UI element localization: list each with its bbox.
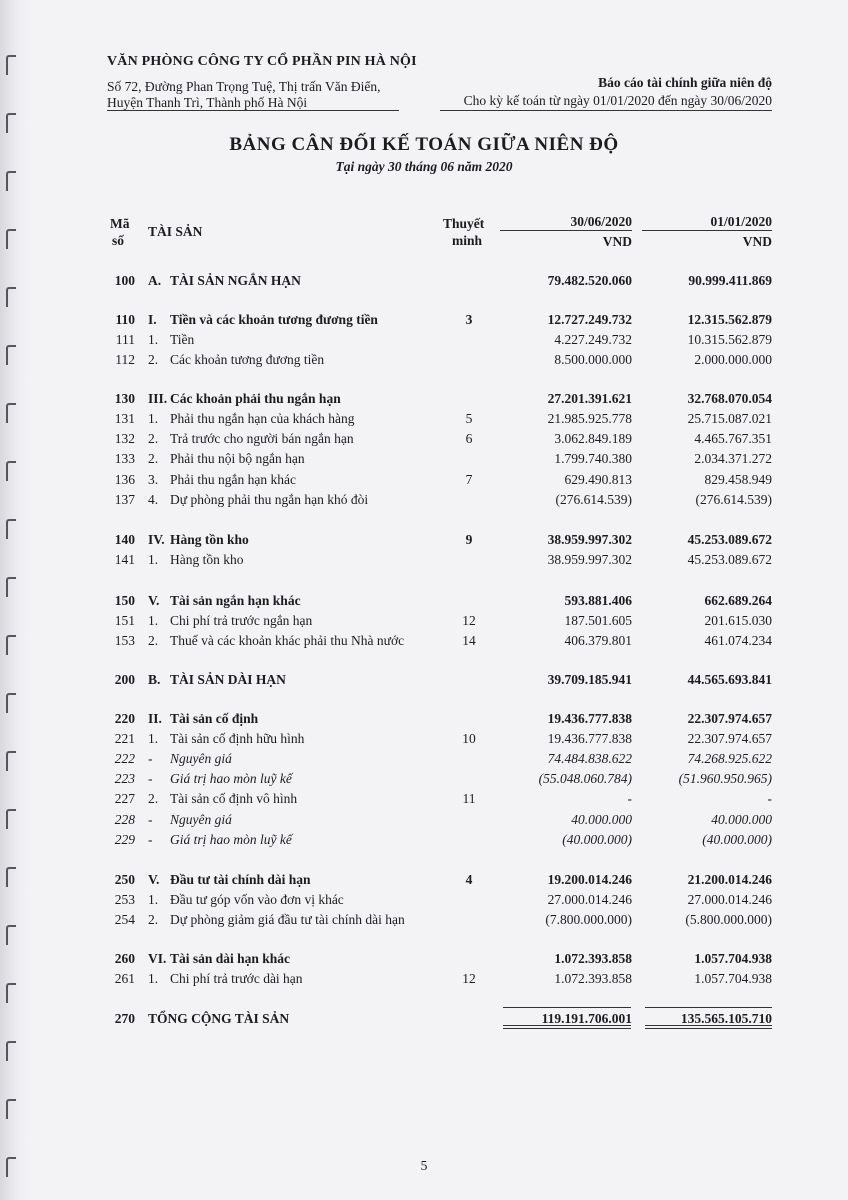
row-code: 150: [114, 593, 135, 608]
row-label: Thuế và các khoản khác phải thu Nhà nước: [170, 633, 405, 648]
header-currency-2: VND: [742, 234, 772, 249]
row-value-2020-01-01: 22.307.974.657: [687, 731, 772, 746]
row-index: V.: [148, 872, 160, 887]
row-value-2020-06-30: (40.000.000): [562, 832, 632, 847]
binding-hole: [6, 1041, 16, 1061]
row-code: 110: [115, 312, 135, 327]
row-label: Tiền: [170, 332, 195, 347]
row-code: 260: [114, 951, 135, 966]
row-value-2020-01-01: 45.253.089.672: [687, 552, 772, 567]
address-underline: [107, 110, 399, 111]
row-value-2020-01-01: 32.768.070.054: [687, 391, 772, 406]
row-value-2020-06-30: 19.200.014.246: [547, 872, 632, 887]
table-row: [0, 731, 848, 749]
table-row: [0, 971, 848, 989]
row-code: 130: [114, 391, 135, 406]
table-row: [0, 892, 848, 910]
table-row: [0, 751, 848, 769]
total-line-2c: [645, 1028, 772, 1029]
row-value-2020-06-30: (276.614.539): [555, 492, 632, 507]
row-index: 2.: [148, 431, 159, 446]
row-index: 1.: [148, 411, 159, 426]
row-code: 229: [114, 832, 135, 847]
row-value-2020-01-01: 2.034.371.272: [694, 451, 772, 466]
table-row: [0, 451, 848, 469]
row-label: Giá trị hao mòn luỹ kế: [170, 832, 292, 847]
row-index: II.: [148, 711, 162, 726]
table-row: [0, 791, 848, 809]
table-row: [0, 951, 848, 969]
report-period: Cho kỳ kế toán từ ngày 01/01/2020 đến ngày 30/06/2020: [463, 93, 772, 108]
row-code: 140: [114, 532, 135, 547]
row-code: 254: [114, 912, 135, 927]
row-label: Tiền và các khoản tương đương tiền: [170, 312, 378, 327]
row-value-2020-01-01: 25.715.087.021: [687, 411, 772, 426]
row-value-2020-01-01: 662.689.264: [704, 593, 772, 608]
header-date-1: 30/06/2020: [570, 214, 632, 229]
total-line-1b: [503, 1025, 631, 1026]
row-code: 223: [114, 771, 135, 786]
binding-hole: [6, 113, 16, 133]
row-label: Phải thu ngắn hạn khác: [170, 472, 296, 487]
table-row: [0, 812, 848, 830]
table-row: [0, 532, 848, 550]
row-code: 270: [114, 1011, 135, 1026]
row-label: Đầu tư tài chính dài hạn: [170, 872, 311, 887]
row-index: 2.: [148, 352, 159, 367]
row-index: 1.: [148, 892, 159, 907]
row-value-2020-01-01: 45.253.089.672: [687, 532, 772, 547]
row-value-2020-01-01: (5.800.000.000): [685, 912, 772, 927]
row-label: Tài sản dài hạn khác: [170, 951, 291, 966]
row-code: 250: [114, 872, 135, 887]
row-code: 153: [114, 633, 135, 648]
row-value-2020-01-01: 44.565.693.841: [687, 672, 772, 687]
row-index: -: [148, 812, 153, 827]
row-value-2020-06-30: 8.500.000.000: [554, 352, 632, 367]
row-code: 261: [114, 971, 135, 986]
row-value-2020-06-30: 79.482.520.060: [547, 273, 632, 288]
header-assets: TÀI SẢN: [148, 224, 203, 239]
table-row: [0, 312, 848, 330]
row-index: I.: [148, 312, 157, 327]
row-index: VI.: [148, 951, 167, 966]
table-row: [0, 672, 848, 690]
row-value-2020-06-30: 3.062.849.189: [554, 431, 632, 446]
row-label: TÀI SẢN NGẮN HẠN: [170, 273, 301, 288]
row-value-2020-06-30: 27.201.391.621: [547, 391, 632, 406]
table-row: [0, 472, 848, 490]
row-code: 141: [114, 552, 135, 567]
row-index: III.: [148, 391, 168, 406]
row-index: -: [148, 832, 153, 847]
row-note: 11: [462, 791, 476, 806]
row-value-2020-06-30: 406.379.801: [564, 633, 632, 648]
row-value-2020-06-30: 12.727.249.732: [547, 312, 632, 327]
row-value-2020-06-30: -: [627, 791, 632, 806]
page-number: 5: [420, 1158, 428, 1173]
row-label: Giá trị hao mòn luỹ kế: [170, 771, 292, 786]
row-note: 6: [465, 431, 473, 446]
total-line-2a: [645, 1007, 772, 1008]
total-line-2b: [645, 1025, 772, 1026]
row-value-2020-01-01: 12.315.562.879: [687, 312, 772, 327]
row-code: 133: [114, 451, 135, 466]
row-value-2020-01-01: 4.465.767.351: [694, 431, 772, 446]
header-note-line2: minh: [452, 233, 483, 248]
address-line-2: Huyện Thanh Trì, Thành phố Hà Nội: [107, 95, 308, 110]
row-note: 14: [462, 633, 476, 648]
row-index: 1.: [148, 731, 159, 746]
row-label: Tài sản ngắn hạn khác: [170, 593, 301, 608]
binding-hole: [6, 229, 16, 249]
row-label: Chi phí trả trước ngắn hạn: [170, 613, 313, 628]
row-index: -: [148, 771, 153, 786]
row-value-2020-06-30: 38.959.997.302: [547, 532, 632, 547]
row-index: IV.: [148, 532, 165, 547]
row-label: Hàng tồn kho: [170, 552, 244, 567]
row-code: 111: [115, 332, 135, 347]
row-value-2020-06-30: (7.800.000.000): [545, 912, 632, 927]
table-row: [0, 352, 848, 370]
table-row: [0, 771, 848, 789]
row-value-2020-01-01: 461.074.234: [704, 633, 772, 648]
row-note: 3: [465, 312, 473, 327]
row-note: 5: [465, 411, 473, 426]
row-value-2020-01-01: 10.315.562.879: [687, 332, 772, 347]
row-value-2020-01-01: 1.057.704.938: [694, 951, 772, 966]
row-value-2020-01-01: 135.565.105.710: [680, 1011, 772, 1026]
row-label: Dự phòng phải thu ngắn hạn khó đòi: [170, 492, 369, 507]
header-code-line1: Mã: [110, 216, 130, 231]
row-label: Trả trước cho người bán ngắn hạn: [170, 431, 354, 446]
row-value-2020-01-01: -: [767, 791, 772, 806]
row-value-2020-06-30: 1.072.393.858: [554, 971, 632, 986]
company-name: VĂN PHÒNG CÔNG TY CỔ PHẦN PIN HÀ NỘI: [107, 54, 417, 69]
table-row: [0, 431, 848, 449]
row-label: Đầu tư góp vốn vào đơn vị khác: [170, 892, 344, 907]
row-value-2020-06-30: 4.227.249.732: [554, 332, 632, 347]
row-label: Hàng tồn kho: [170, 532, 249, 547]
table-row: [0, 912, 848, 930]
table-row: [0, 613, 848, 631]
total-line-1a: [503, 1007, 631, 1008]
row-value-2020-01-01: (276.614.539): [695, 492, 772, 507]
row-value-2020-06-30: 19.436.777.838: [547, 731, 632, 746]
header-date-2: 01/01/2020: [710, 214, 772, 229]
row-index: A.: [148, 273, 162, 288]
row-label: Nguyên giá: [170, 812, 232, 827]
table-row: [0, 1011, 848, 1029]
row-value-2020-01-01: 40.000.000: [711, 812, 772, 827]
header-note-line1: Thuyết: [443, 216, 485, 231]
row-value-2020-06-30: 119.191.706.001: [541, 1011, 632, 1026]
row-value-2020-06-30: 39.709.185.941: [547, 672, 632, 687]
row-value-2020-06-30: 21.985.925.778: [547, 411, 632, 426]
row-value-2020-06-30: 27.000.014.246: [547, 892, 632, 907]
address-line-1: Số 72, Đường Phan Trọng Tuệ, Thị trấn Văn Điển,: [107, 79, 381, 94]
row-index: B.: [148, 672, 161, 687]
row-code: 151: [114, 613, 135, 628]
binding-hole: [6, 55, 16, 75]
table-row: [0, 711, 848, 729]
row-value-2020-01-01: 829.458.949: [704, 472, 772, 487]
row-code: 222: [114, 751, 135, 766]
row-label: Chi phí trả trước dài hạn: [170, 971, 303, 986]
binding-hole: [6, 1099, 16, 1119]
row-index: 1.: [148, 971, 159, 986]
row-index: 4.: [148, 492, 159, 507]
row-index: -: [148, 751, 153, 766]
table-row: [0, 492, 848, 510]
row-value-2020-01-01: 21.200.014.246: [687, 872, 772, 887]
header-date-1-line: [500, 230, 632, 231]
row-note: 12: [462, 971, 476, 986]
row-index: 2.: [148, 912, 159, 927]
row-note: 4: [465, 872, 473, 887]
row-value-2020-01-01: (51.960.950.965): [678, 771, 772, 786]
row-value-2020-01-01: 22.307.974.657: [687, 711, 772, 726]
table-row: [0, 633, 848, 651]
header-currency-1: VND: [602, 234, 632, 249]
row-index: 2.: [148, 791, 159, 806]
row-note: 7: [465, 472, 473, 487]
row-value-2020-06-30: 187.501.605: [564, 613, 632, 628]
table-row: [0, 391, 848, 409]
binding-hole: [6, 693, 16, 713]
total-line-1c: [503, 1028, 631, 1029]
row-index: 3.: [148, 472, 159, 487]
row-value-2020-06-30: 74.484.838.622: [547, 751, 632, 766]
row-value-2020-06-30: 629.490.813: [564, 472, 632, 487]
row-index: 2.: [148, 633, 159, 648]
row-value-2020-06-30: 1.799.740.380: [554, 451, 632, 466]
row-value-2020-01-01: 27.000.014.246: [687, 892, 772, 907]
row-label: Các khoản tương đương tiền: [170, 352, 325, 367]
row-value-2020-01-01: 90.999.411.869: [688, 273, 772, 288]
row-value-2020-01-01: 2.000.000.000: [694, 352, 772, 367]
table-row: [0, 552, 848, 570]
table-row: [0, 411, 848, 429]
row-code: 227: [114, 791, 135, 806]
row-index: 2.: [148, 451, 159, 466]
period-underline: [440, 110, 772, 111]
row-label: Tài sản cố định: [170, 711, 259, 726]
page-title: BẢNG CÂN ĐỐI KẾ TOÁN GIỮA NIÊN ĐỘ: [229, 134, 619, 155]
table-row: [0, 593, 848, 611]
table-row: [0, 872, 848, 890]
row-value-2020-01-01: 74.268.925.622: [687, 751, 772, 766]
report-type: Báo cáo tài chính giữa niên độ: [598, 75, 772, 90]
row-label: Phải thu ngắn hạn của khách hàng: [170, 411, 355, 426]
row-code: 221: [114, 731, 135, 746]
page-subtitle: Tại ngày 30 tháng 06 năm 2020: [335, 159, 513, 174]
row-code: 136: [114, 472, 135, 487]
row-index: V.: [148, 593, 160, 608]
row-index: 1.: [148, 552, 159, 567]
row-label: Dự phòng giảm giá đầu tư tài chính dài hạn: [170, 912, 405, 927]
row-code: 131: [114, 411, 135, 426]
row-note: 10: [462, 731, 476, 746]
row-code: 220: [114, 711, 135, 726]
header-code-line2: số: [112, 233, 125, 248]
row-label: TỔNG CỘNG TÀI SẢN: [148, 1011, 290, 1026]
row-index: 1.: [148, 332, 159, 347]
table-row: [0, 832, 848, 850]
row-code: 100: [114, 273, 135, 288]
row-label: Phải thu nội bộ ngắn hạn: [170, 451, 305, 466]
row-code: 200: [114, 672, 135, 687]
row-value-2020-01-01: (40.000.000): [702, 832, 772, 847]
row-code: 137: [114, 492, 135, 507]
row-code: 253: [114, 892, 135, 907]
row-note: 12: [462, 613, 476, 628]
table-row: [0, 332, 848, 350]
row-index: 1.: [148, 613, 159, 628]
row-label: TÀI SẢN DÀI HẠN: [170, 672, 286, 687]
row-value-2020-06-30: 1.072.393.858: [554, 951, 632, 966]
row-value-2020-06-30: 38.959.997.302: [547, 552, 632, 567]
row-value-2020-06-30: 40.000.000: [571, 812, 632, 827]
table-row: [0, 273, 848, 291]
row-code: 228: [114, 812, 135, 827]
row-label: Nguyên giá: [170, 751, 232, 766]
row-code: 112: [115, 352, 135, 367]
row-label: Tài sản cố định vô hình: [170, 791, 298, 806]
row-value-2020-06-30: (55.048.060.784): [538, 771, 632, 786]
row-code: 132: [114, 431, 135, 446]
row-value-2020-01-01: 201.615.030: [704, 613, 772, 628]
row-value-2020-01-01: 1.057.704.938: [694, 971, 772, 986]
row-note: 9: [465, 532, 473, 547]
row-value-2020-06-30: 593.881.406: [564, 593, 632, 608]
header-date-2-line: [642, 230, 772, 231]
row-label: Các khoản phải thu ngắn hạn: [170, 391, 341, 406]
row-label: Tài sản cố định hữu hình: [170, 731, 305, 746]
row-value-2020-06-30: 19.436.777.838: [547, 711, 632, 726]
